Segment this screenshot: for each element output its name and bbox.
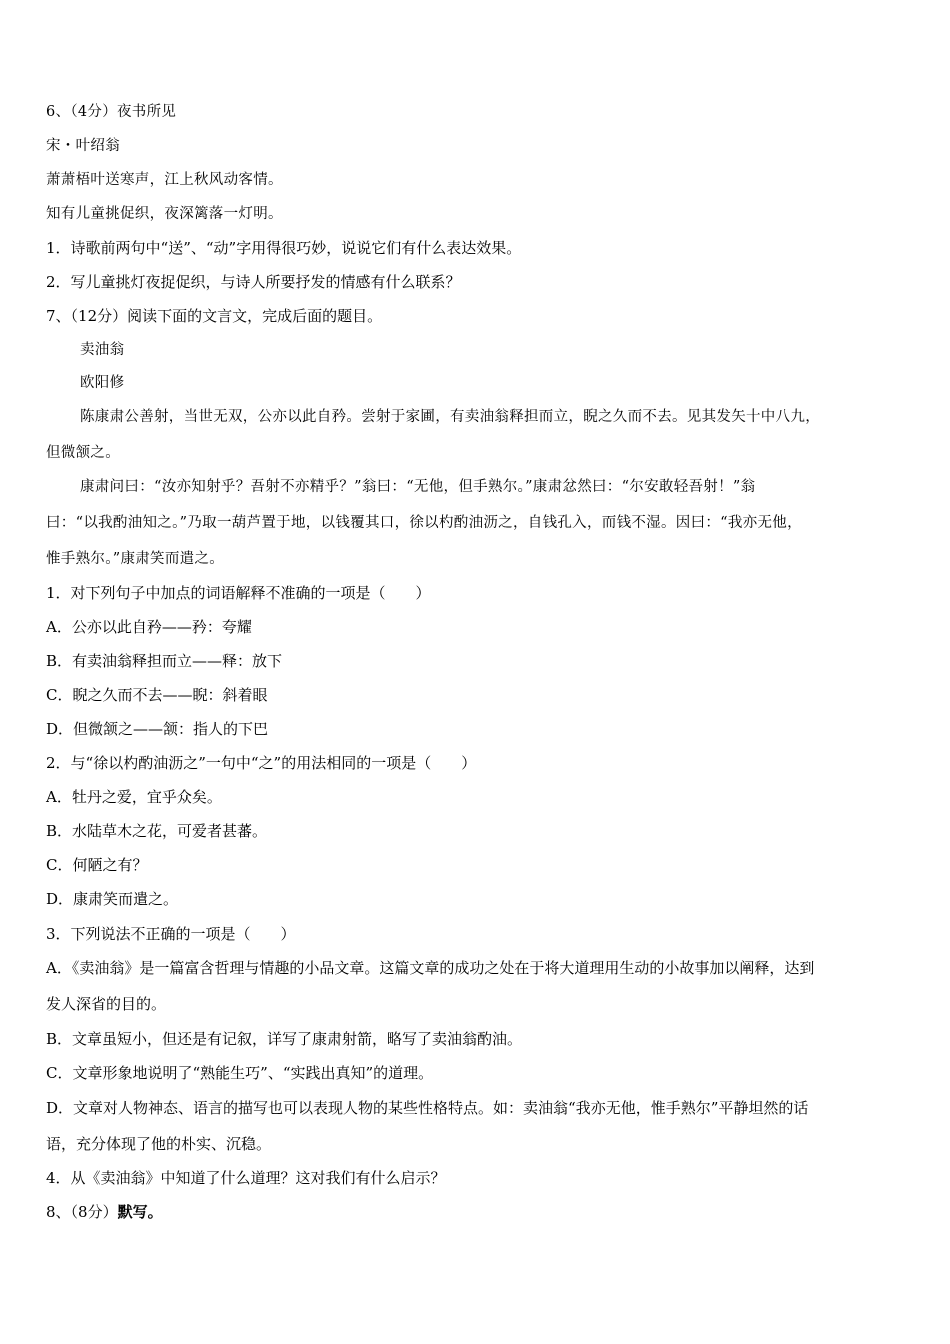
q6-poem-line-1: 萧萧梧叶送寒声，江上秋风动客情。	[46, 172, 283, 188]
q6-subquestion-2: 2．写儿童挑灯夜捉促织，与诗人所要抒发的情感有什么联系？	[46, 273, 461, 291]
q7-passage-title: 卖油翁	[80, 342, 125, 358]
q7-s3-stem: 3．下列说法不正确的一项是（ ）	[46, 925, 296, 943]
q7-s3-option-a-line1: A．《卖油翁》是一篇富含哲理与情趣的小品文章。这篇文章的成功之处在于将大道理用生动的小故事加以阐释，达到	[46, 959, 815, 977]
q7-passage-para2-line2: 曰：“以我酌油知之。”乃取一葫芦置于地，以钱覆其口，徐以杓酌油沥之，自钱孔入，而钱不湿。因曰：“我亦无他，	[46, 515, 802, 531]
q7-passage-para1-line1: 陈康肃公善射，当世无双，公亦以此自矜。尝射于家圃，有卖油翁释担而立，睨之久而不去。见其发矢十中八九，	[80, 409, 820, 425]
q7-s3-option-d-line1: D．文章对人物神态、语言的描写也可以表现人物的某些性格特点。如：卖油翁“我亦无他，惟手熟尔”平静坦然的话	[46, 1099, 809, 1117]
q6-subquestion-1: 1．诗歌前两句中“送”、“动”字用得很巧妙，说说它们有什么表达效果。	[46, 239, 522, 257]
q7-s3-option-a-line2: 发人深省的目的。	[46, 995, 167, 1013]
q7-s4: 4．从《卖油翁》中知道了什么道理？这对我们有什么启示？	[46, 1169, 446, 1187]
q7-passage-para1-line2: 但微颔之。	[46, 445, 120, 461]
q7-passage-para2-line3: 惟手熟尔。”康肃笑而遣之。	[46, 551, 225, 567]
q7-s1-option-a: A．公亦以此自矜——矜：夸耀	[46, 618, 252, 636]
q7-s2-option-b: B．水陆草木之花，可爱者甚蕃。	[46, 822, 268, 840]
q7-s1-stem: 1．对下列句子中加点的词语解释不准确的一项是（ ）	[46, 584, 431, 602]
q8-prefix: 8、（8分）	[46, 1203, 118, 1221]
q8-label: 默写。	[117, 1203, 163, 1221]
q7-s2-stem: 2．与“徐以杓酌油沥之”一句中“之”的用法相同的一项是（ ）	[46, 754, 477, 772]
q6-heading: 6、（4分）夜书所见	[46, 104, 177, 120]
q7-passage-author: 欧阳修	[80, 375, 125, 391]
q6-author: 宋・叶绍翁	[46, 138, 120, 154]
q7-passage-para2-line1: 康肃问曰：“汝亦知射乎？吾射不亦精乎？”翁曰：“无他，但手熟尔。”康肃忿然曰：“尔安敢轻吾射！”翁	[80, 479, 756, 495]
q7-s2-option-a: A．牡丹之爱，宜乎众矣。	[46, 788, 222, 806]
q8-heading	[46, 1202, 163, 1222]
q7-s3-option-d-line2: 语，充分体现了他的朴实、沉稳。	[46, 1135, 272, 1153]
q7-s2-option-d: D．康肃笑而遣之。	[46, 890, 179, 908]
q7-s1-option-b: B．有卖油翁释担而立——释：放下	[46, 652, 283, 670]
q7-s1-option-d: D．但微颔之——颔：指人的下巴	[46, 720, 269, 738]
q7-s2-option-c: C．何陋之有？	[46, 856, 148, 874]
q7-heading: 7、（12分）阅读下面的文言文，完成后面的题目。	[46, 307, 383, 325]
q6-poem-line-2: 知有儿童挑促织，夜深篱落一灯明。	[46, 206, 283, 222]
q7-s3-option-c: C．文章形象地说明了“熟能生巧”、“实践出真知”的道理。	[46, 1064, 434, 1082]
q7-s3-option-b: B．文章虽短小，但还是有记叙，详写了康肃射箭，略写了卖油翁酌油。	[46, 1030, 523, 1048]
q7-s1-option-c: C．睨之久而不去——睨：斜着眼	[46, 686, 268, 704]
